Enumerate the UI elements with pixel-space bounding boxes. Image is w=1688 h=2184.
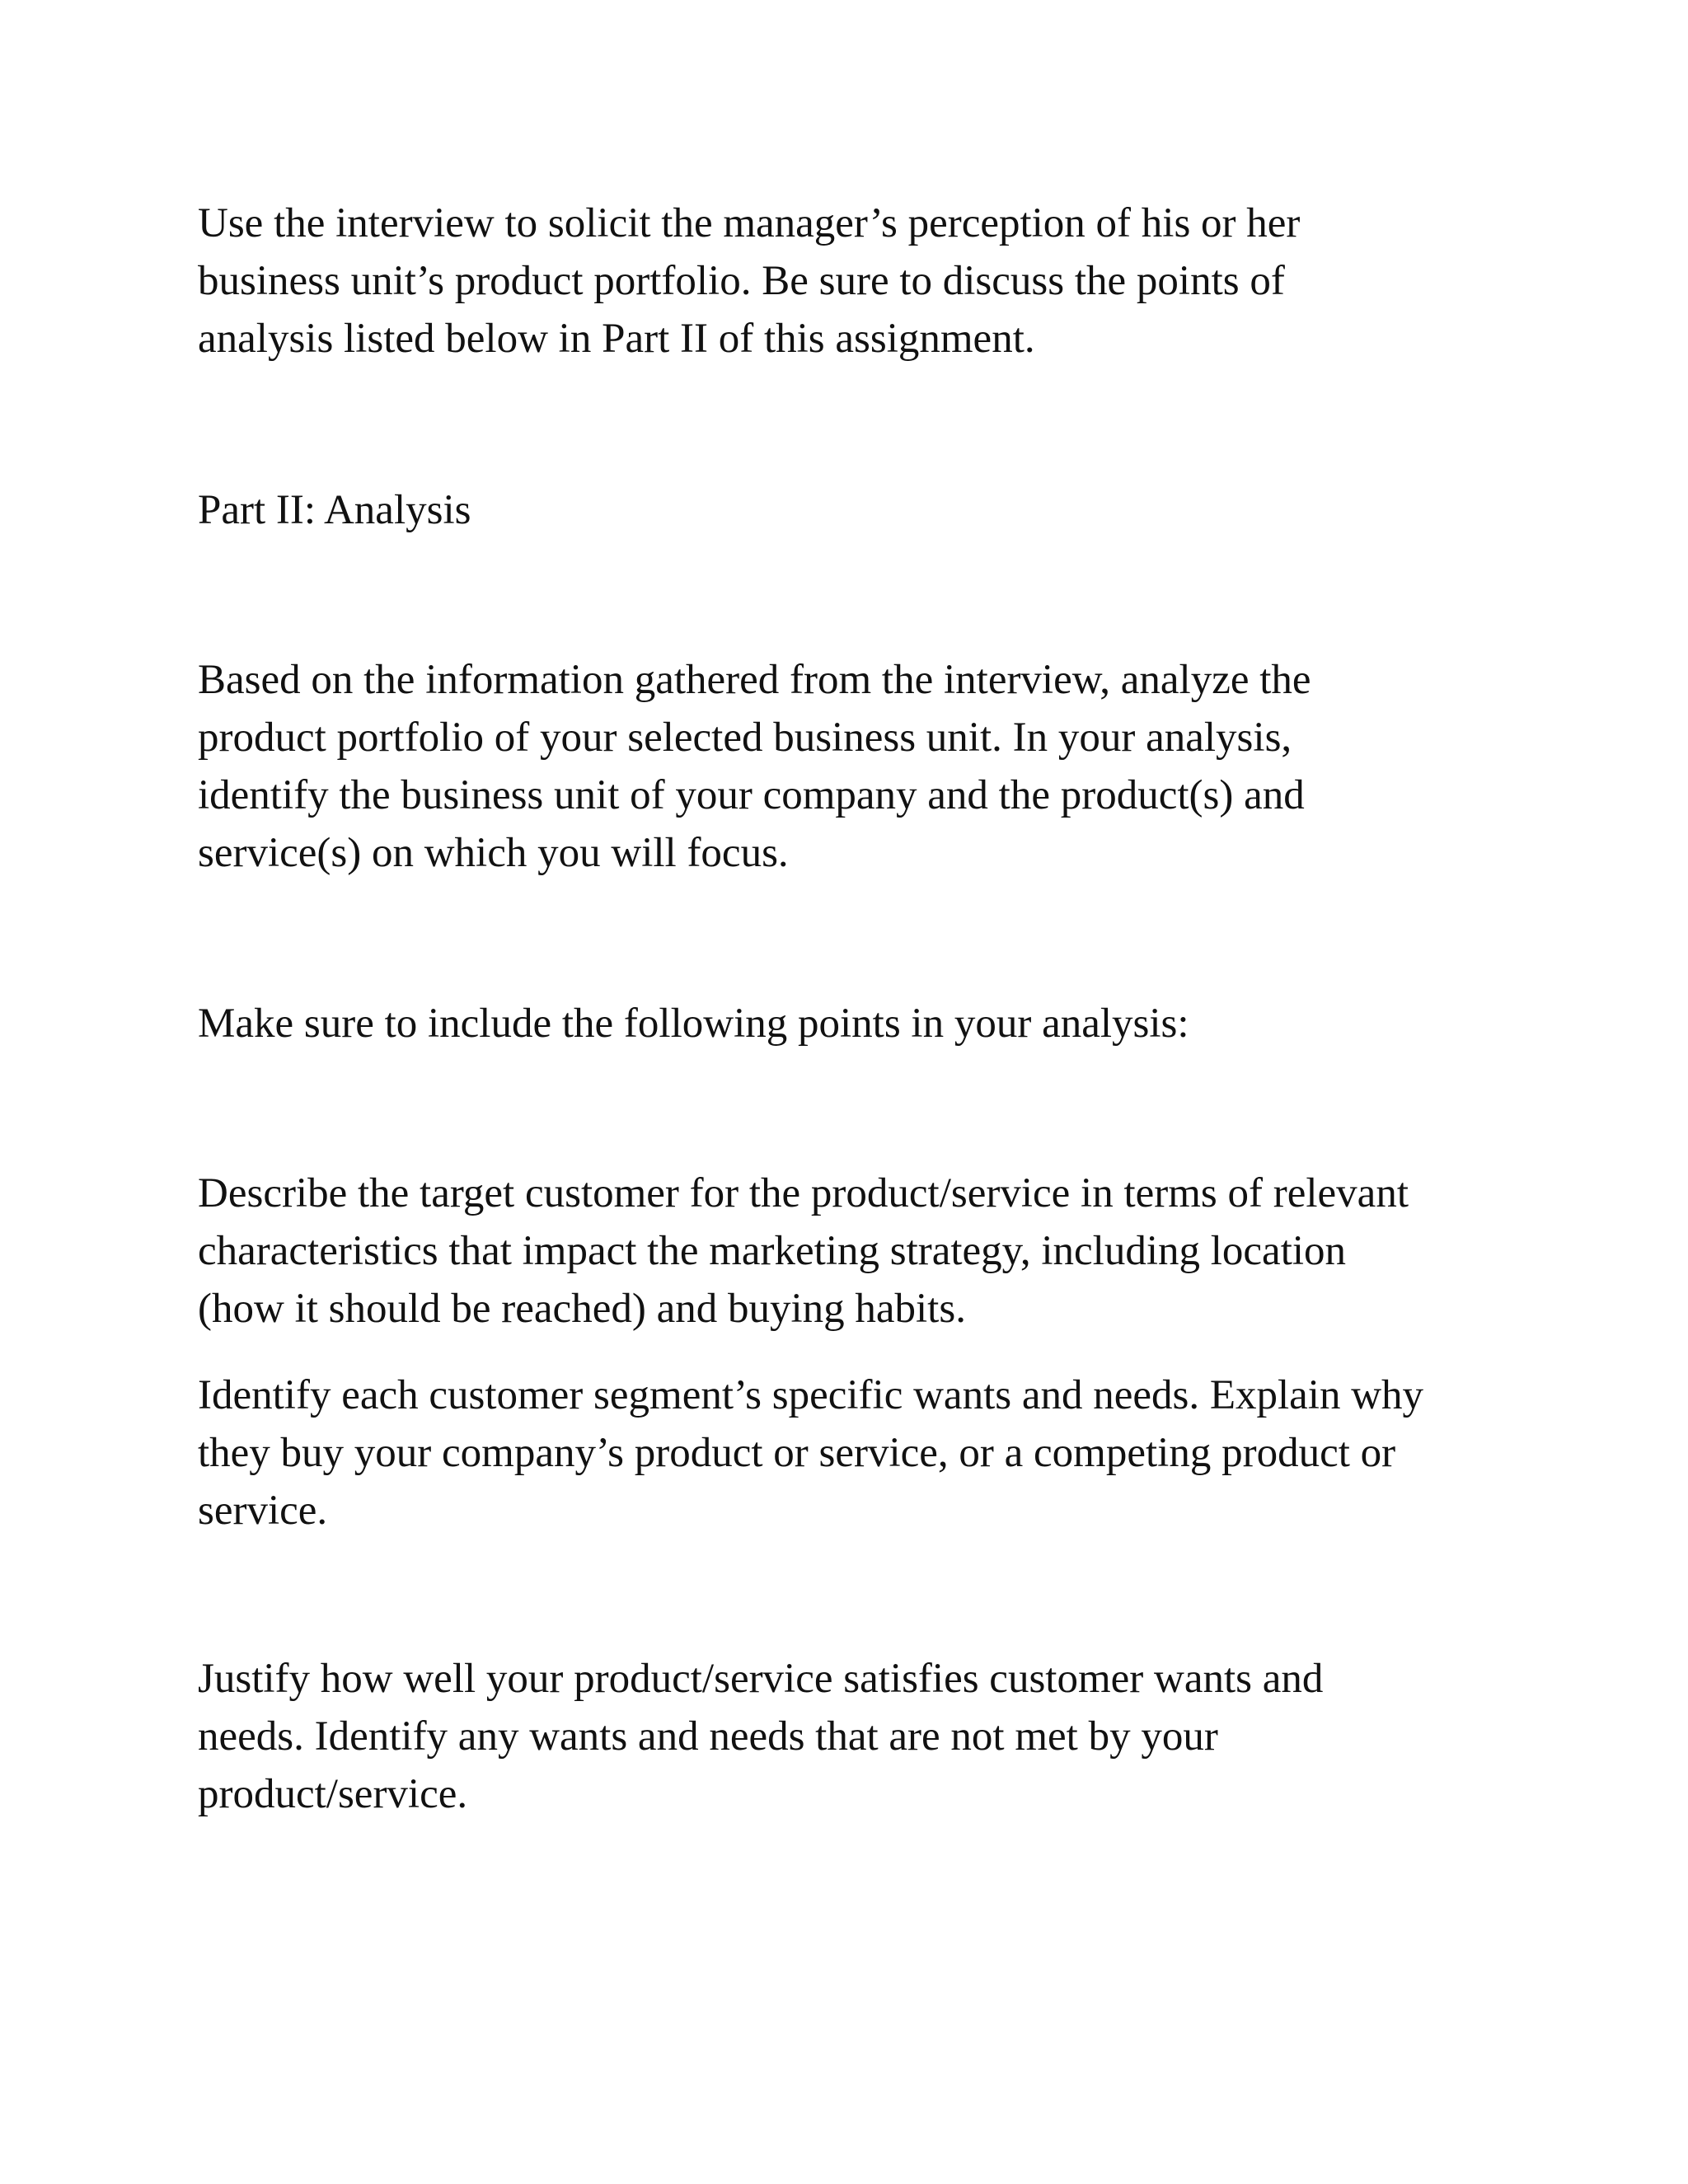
target-customer-paragraph: Describe the target customer for the product/service in terms of relevant characteristics that impact the marketing strategy, including location (how it should be reached) and buying habits. [198,1170,1409,1332]
section-heading: Part II: Analysis [198,487,471,533]
justification-paragraph: Justify how well your product/service satisfies customer wants and needs. Identify any wants and needs that are not met by your product/service. [198,1656,1324,1817]
customer-segment-paragraph: Identify each customer segment’s specific wants and needs. Explain why they buy your company’s product or service, or a competing product or service. [198,1372,1424,1534]
instructions-paragraph: Make sure to include the following points in your analysis: [198,1001,1189,1047]
intro-paragraph: Use the interview to solicit the manager’s perception of his or her business unit’s product portfolio. Be sure to discuss the points of analysis listed below in Part II of this assignment. [198,200,1301,362]
analysis-paragraph: Based on the information gathered from the interview, analyze the product portfolio of your selected business unit. In your analysis, identify the business unit of your company and the product(s) and service(s) on which you will focus. [198,657,1311,876]
